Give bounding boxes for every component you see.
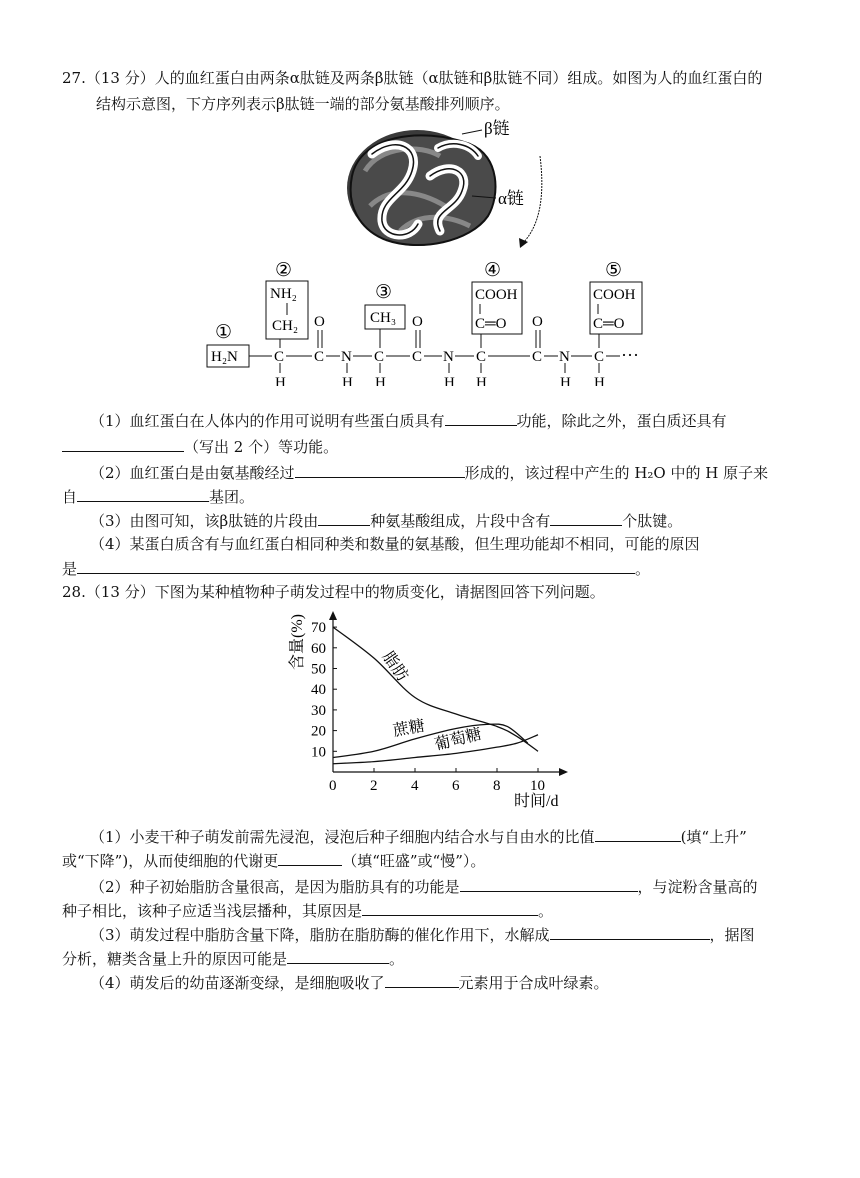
q27-s1-line1: （1）血红蛋白在人体内的作用可说明有些蛋白质具有 功能，除此之外，蛋白质还具有 <box>90 412 727 430</box>
r4-top-text: COOH <box>475 287 518 303</box>
q27-s1-line2: （写出 2 个）等功能。 <box>62 436 338 457</box>
series-line-2 <box>333 724 528 757</box>
hemoglobin-blob-icon <box>347 130 495 246</box>
hemoglobin-structure-figure <box>0 116 860 386</box>
beta-chain-pointer <box>462 130 482 134</box>
q28-intro-line: 28.（13 分）下图为某种植物种子萌发过程中的物质变化，请据图回答下列问题。 <box>62 583 605 601</box>
series-label-1: 脂肪 <box>378 648 412 685</box>
y-tick-label: 70 <box>311 620 326 637</box>
y-tick-label: 10 <box>311 744 326 761</box>
beta-chain-label: β链 <box>484 119 510 138</box>
x-tick-label: 0 <box>329 778 337 794</box>
svg-text:C: C <box>274 349 285 365</box>
group-number-5: ⑤ <box>605 260 623 281</box>
group-number-3: ③ <box>375 282 393 303</box>
q27-s3-line: （3）由图可知，该β肽链的片段由 种氨基酸组成，片段中含有 个肽键。 <box>90 512 683 530</box>
y-tick-label: 50 <box>311 661 326 678</box>
svg-text:H: H <box>342 375 353 386</box>
q28-answer-blank-5[interactable] <box>550 924 710 940</box>
svg-text:N: N <box>443 349 454 365</box>
q28-answer-blank-1[interactable] <box>595 826 681 842</box>
r5-bottom-text: C═O <box>593 316 625 332</box>
q28-answer-blank-2[interactable] <box>278 850 342 866</box>
chain-continues-dots: ··· <box>621 345 639 365</box>
q28-s1-line2: 或“下降”)，从而使细胞的代谢更 （填“旺盛”或“慢”）。 <box>62 852 486 870</box>
svg-text:O: O <box>532 314 543 330</box>
q28-s3-line2: 分析，糖类含量上升的原因可能是 。 <box>62 950 405 968</box>
svg-text:H: H <box>594 375 605 386</box>
svg-text:H: H <box>444 375 455 386</box>
svg-text:C: C <box>532 349 543 365</box>
q28-answer-blank-3[interactable] <box>460 876 638 892</box>
svg-text:C: C <box>412 349 423 365</box>
r5-top-text: COOH <box>593 287 636 303</box>
svg-text:H: H <box>476 375 487 386</box>
n-terminus-text: H₂N <box>211 349 238 365</box>
q27-s4-line2: 是 。 <box>62 560 651 578</box>
q27-answer-blank-3[interactable] <box>295 462 465 478</box>
q27-s2-line2: 自 基团。 <box>62 488 255 506</box>
y-tick-label: 20 <box>311 723 326 740</box>
r3-text: CH₃ <box>370 310 397 326</box>
q28-s1-line1: （1）小麦干种子萌发前需先浸泡，浸泡后种子细胞内结合水与自由水的比值 (填“上升” <box>90 828 747 846</box>
x-tick-label: 8 <box>493 778 501 794</box>
x-tick-label: 4 <box>411 778 419 794</box>
y-tick-label: 60 <box>311 640 326 657</box>
q28-s2-line1: （2）种子初始脂肪含量很高，是因为脂肪具有的功能是 ，与淀粉含量高的 <box>90 878 758 896</box>
q27-intro-line1: 27.（13 分）人的血红蛋白由两条α肽链及两条β肽链（α肽链和β肽链不同）组成。如图为人的血红蛋白的 <box>62 69 763 87</box>
y-tick-label: 40 <box>311 682 326 699</box>
q27-answer-blank-1[interactable] <box>445 410 517 426</box>
svg-text:C: C <box>314 349 325 365</box>
q27-answer-blank-2[interactable] <box>62 436 184 452</box>
q28-answer-blank-6[interactable] <box>287 948 389 964</box>
x-axis-label: 时间/d <box>514 793 559 808</box>
q28-s2-line2: 种子相比，该种子应适当浅层播种，其原因是 。 <box>62 902 554 920</box>
svg-text:H: H <box>560 375 571 386</box>
q27-answer-blank-4[interactable] <box>77 486 209 502</box>
series-label-2: 蔗糖 <box>391 717 427 740</box>
curved-arrow-icon <box>522 156 542 244</box>
r2-bottom-text: CH₂ <box>272 318 299 334</box>
q28-s4-line: （4）萌发后的幼苗逐渐变绿，是细胞吸收了 元素用于合成叶绿素。 <box>90 974 609 992</box>
seed-germination-chart <box>0 608 860 808</box>
svg-text:N: N <box>341 349 352 365</box>
q28-answer-blank-7[interactable] <box>385 972 459 988</box>
svg-text:H: H <box>375 375 386 386</box>
q28-s3-line1: （3）萌发过程中脂肪含量下降，脂肪在脂肪酶的催化作用下，水解成 ，据图 <box>90 926 755 944</box>
x-tick-label: 6 <box>452 778 460 794</box>
q27-intro-line2: 结构示意图，下方序列表示β肽链一端的部分氨基酸排列顺序。 <box>96 95 510 113</box>
y-axis-arrow-icon <box>329 611 337 620</box>
svg-text:O: O <box>314 314 325 330</box>
alpha-chain-label: α链 <box>498 189 524 208</box>
x-tick-label: 10 <box>530 778 545 794</box>
svg-text:C: C <box>476 349 487 365</box>
q27-answer-blank-7[interactable] <box>77 558 635 574</box>
y-axis-label: 含量(%) <box>289 614 306 670</box>
svg-text:C: C <box>374 349 385 365</box>
y-tick-label: 30 <box>311 702 326 719</box>
x-tick-label: 2 <box>370 778 378 794</box>
x-axis-arrow-icon <box>559 768 568 776</box>
peptide-chain-diagram <box>207 260 642 386</box>
svg-text:C: C <box>594 349 605 365</box>
svg-text:O: O <box>412 314 423 330</box>
series-label-3: 葡萄糖 <box>432 725 484 754</box>
q27-s4-line1: （4）某蛋白质含有与血红蛋白相同种类和数量的氨基酸，但生理功能却不相同，可能的原因 <box>90 535 700 553</box>
q27-answer-blank-5[interactable] <box>318 510 370 526</box>
svg-text:H: H <box>275 375 286 386</box>
q28-answer-blank-4[interactable] <box>362 900 538 916</box>
q27-s2-line1: （2）血红蛋白是由氨基酸经过 形成的，该过程中产生的 H₂O 中的 H 原子来 <box>90 464 769 482</box>
group-number-2: ② <box>275 260 293 281</box>
r2-top-text: NH₂ <box>270 286 297 302</box>
q27-answer-blank-6[interactable] <box>550 510 622 526</box>
svg-text:N: N <box>559 349 570 365</box>
r4-bottom-text: C═O <box>475 316 507 332</box>
series-line-1 <box>333 627 538 751</box>
group-number-1: ① <box>215 322 233 343</box>
group-number-4: ④ <box>484 260 502 281</box>
